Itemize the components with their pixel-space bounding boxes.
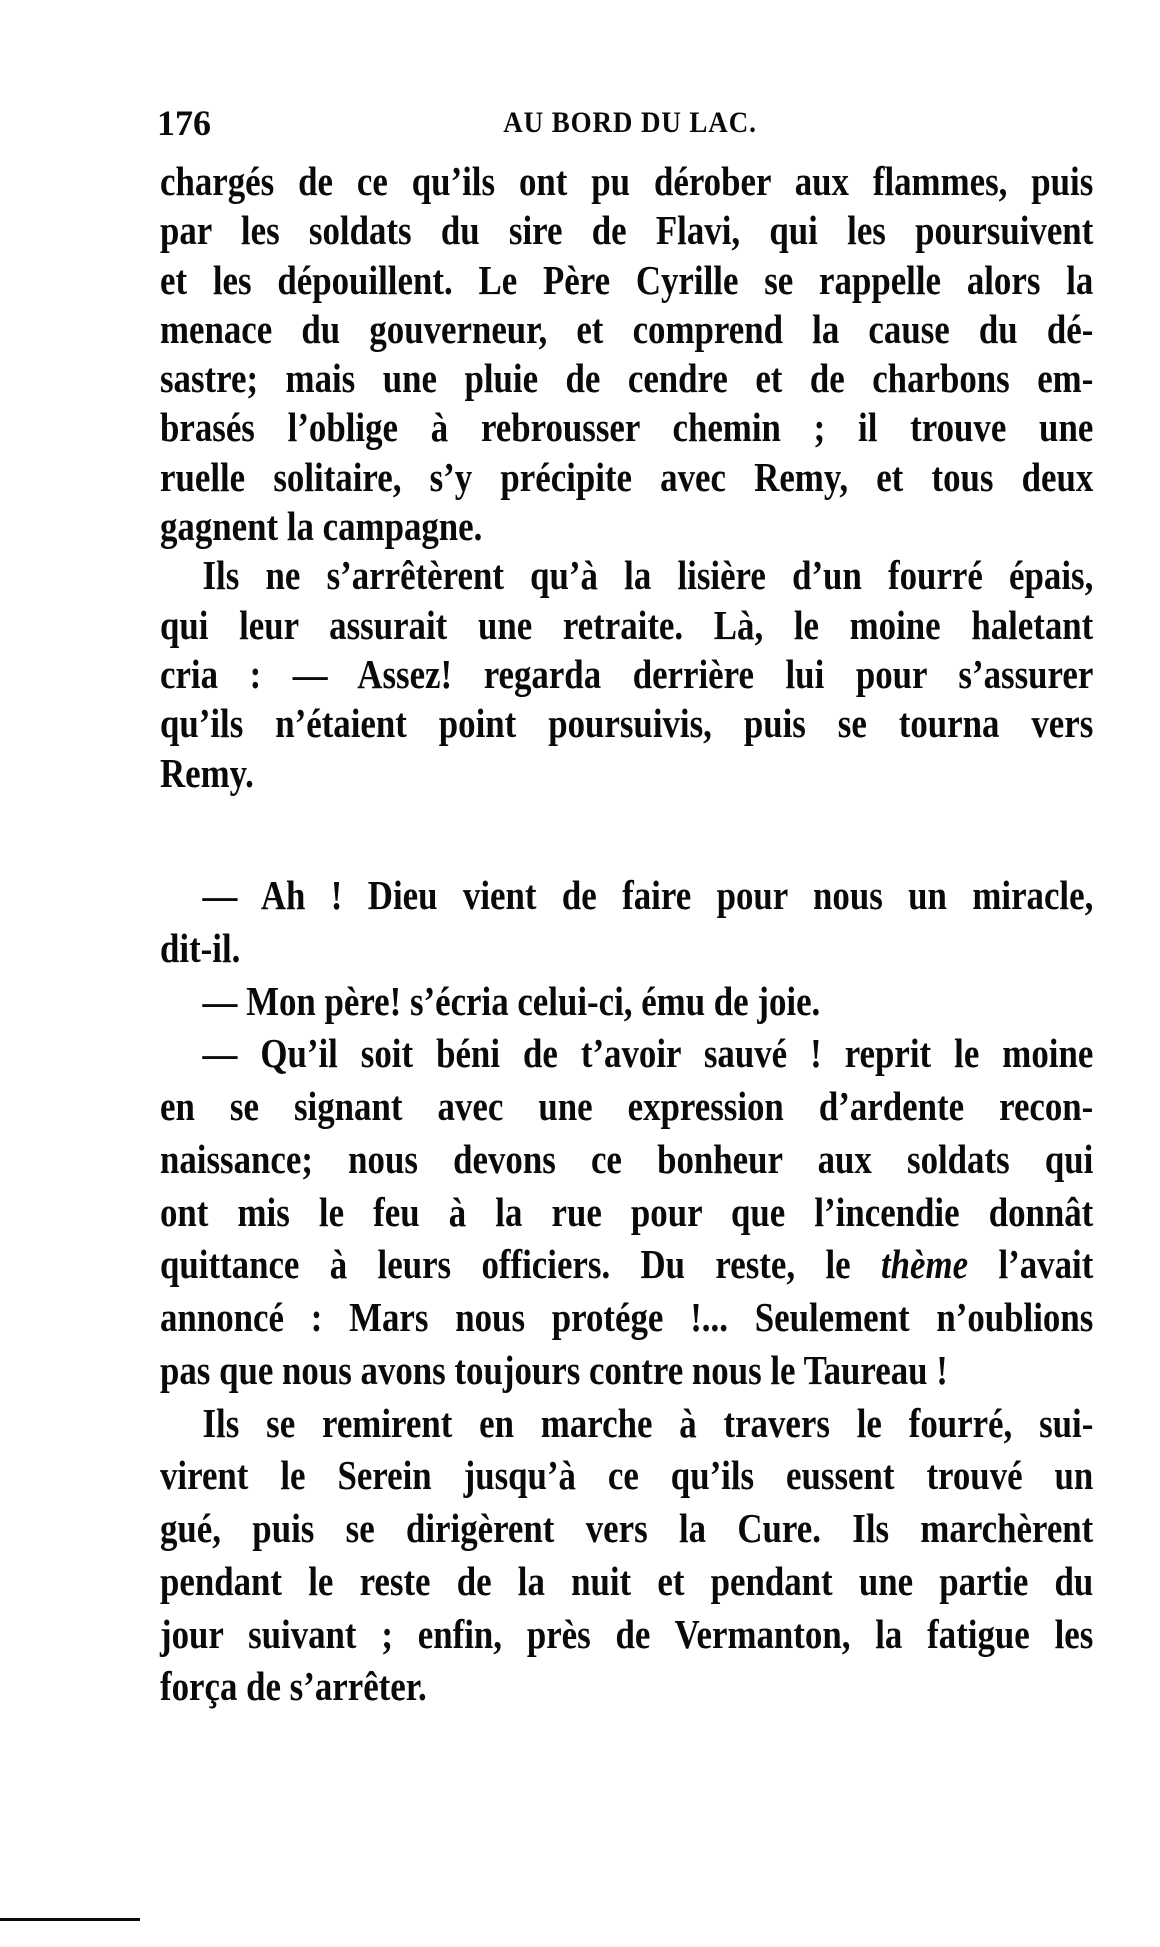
- text-line: Remy.: [160, 749, 254, 796]
- text-line: [160, 1238, 1093, 1291]
- text-line: menace du gouverneur, et comprend la cause du dé-: [160, 305, 1094, 352]
- text-line: — Ah ! Dieu vient de faire pour nous un miracle,: [202, 872, 1094, 918]
- text-span: quittance à leurs officiers. Du reste, le: [160, 1241, 851, 1288]
- text-line: par les soldats du sire de Flavi, qui les poursuivent: [160, 207, 1094, 254]
- text-line: naissance; nous devons ce bonheur aux soldats qui: [160, 1135, 1094, 1182]
- text-block-top: [160, 157, 1160, 798]
- page-number: 176: [157, 103, 211, 143]
- text-line: et les dépouillent. Le Père Cyrille se rappelle alors la: [160, 256, 1094, 303]
- text-line: sastre; mais une pluie de cendre et de charbons em-: [160, 355, 1094, 402]
- text-line: cria : — Assez! regarda derrière lui pour s’assurer: [160, 650, 1094, 697]
- text-line: dit-il.: [160, 924, 241, 971]
- text-line: gagnent la campagne.: [160, 503, 483, 550]
- text-line: força de s’arrêter.: [160, 1663, 427, 1710]
- text-line: gué, puis se dirigèrent vers la Cure. Ils marchèrent: [160, 1505, 1094, 1551]
- text-line: jour suivant ; enfin, près de Vermanton, la fatigue les: [160, 1610, 1094, 1657]
- text-line: annoncé : Mars nous protége !... Seulement n’oublions: [160, 1294, 1094, 1340]
- italic-word: thème: [880, 1241, 969, 1288]
- text-line: virent le Serein jusqu’à ce qu’ils eussent trouvé un: [160, 1452, 1094, 1499]
- text-line: brasés l’oblige à rebrousser chemin ; il trouve une: [160, 404, 1094, 451]
- text-line: pas que nous avons toujours contre nous le Taureau !: [160, 1346, 948, 1393]
- text-line: ont mis le feu à la rue pour que l’incendie donnât: [160, 1188, 1094, 1235]
- text-span: l’avait: [998, 1241, 1094, 1288]
- text-line: ruelle solitaire, s’y précipite avec Remy, et tous deux: [160, 453, 1094, 500]
- running-title: AU BORD DU LAC.: [503, 106, 757, 139]
- footnote-rule: [0, 1918, 140, 1921]
- text-line: Ils se remirent en marche à travers le fourré, sui-: [202, 1399, 1094, 1446]
- text-line: — Mon père! s’écria celui-ci, ému de joie.: [202, 977, 821, 1024]
- text-line: qui leur assurait une retraite. Là, le moine haletant: [160, 601, 1094, 648]
- text-line: chargés de ce qu’ils ont pu dérober aux flammes, puis: [160, 158, 1094, 204]
- text-line: en se signant avec une expression d’ardente recon-: [160, 1083, 1094, 1129]
- text-line: Ils ne s’arrêtèrent qu’à la lisière d’un fourré épais,: [202, 552, 1094, 599]
- text-block-bottom: [160, 869, 1160, 1713]
- text-line: pendant le reste de la nuit et pendant une partie du: [160, 1557, 1094, 1604]
- text-line: qu’ils n’étaient point poursuivis, puis se tourna vers: [160, 700, 1094, 747]
- text-line: — Qu’il soit béni de t’avoir sauvé ! reprit le moine: [202, 1030, 1094, 1077]
